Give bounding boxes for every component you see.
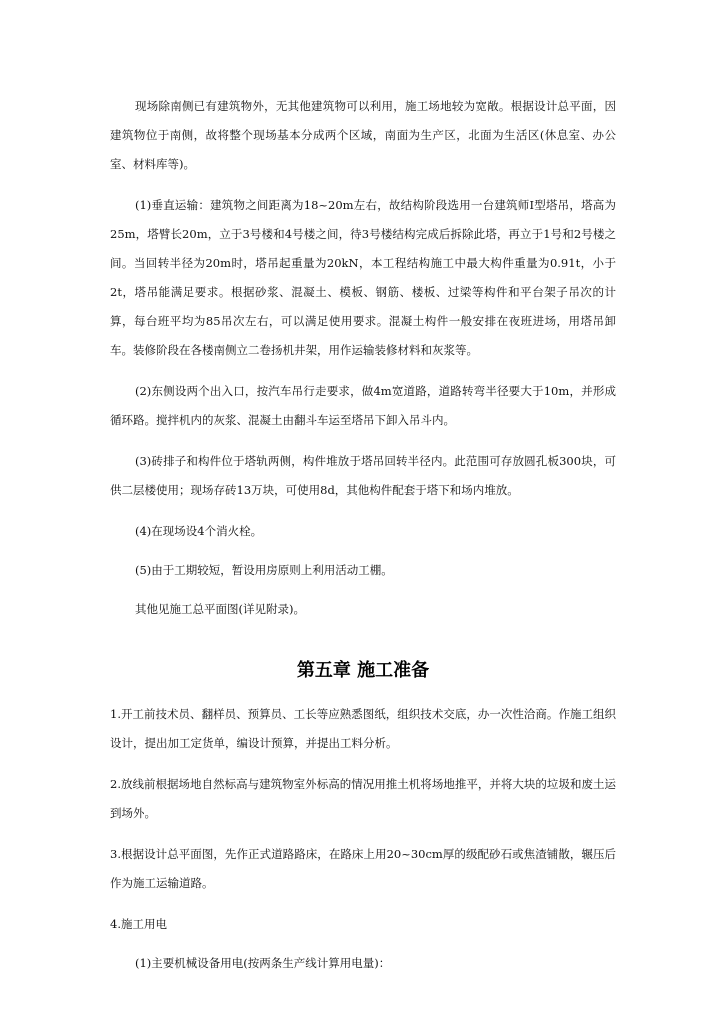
chapter-title: 第五章 施工准备 xyxy=(296,660,430,681)
document-body xyxy=(110,92,616,990)
site-layout-closing: 其他见施工总平面图(详见附录)。 xyxy=(135,602,305,616)
list-item: (4)在现场设4个消火栓。 xyxy=(135,524,263,538)
list-item: 4.施工用电 xyxy=(110,917,167,931)
list-item: (1)垂直运输：建筑物之间距离为18~20m左右，故结构阶段选用一台建筑师Ⅰ型塔吊，塔高为25m，塔臂长20m，立于3号楼和4号楼之间，待3号楼结构完成后拆除此塔，再立于1号和2号楼之间。当回转半径为20m时，塔吊起重量为20kN，本工程结构施工中最大构件重量为0.91t，小于2t，塔吊能满足要求。根据砂浆、混凝土、模板、钢筋、楼板、过梁等构件和平台架子吊次的计算，每台班平均为85吊次左右，可以满足使用要求。混凝土构件一般安排在夜班进场，用塔吊卸车。装修阶段在各楼南侧立二卷扬机井架，用作运输装修材料和灰浆等。 xyxy=(110,198,616,357)
list-item: 1.开工前技术员、翻样员、预算员、工长等应熟悉图纸，组织技术交底，办一次性洽商。作施工组织设计，提出加工定货单，编设计预算，并提出工料分析。 xyxy=(110,707,616,750)
list-item: (2)东侧设两个出入口，按汽车吊行走要求，做4m宽道路，道路转弯半径要大于10m，并形成循环路。搅拌机内的灰浆、混凝土由翻斗车运至塔吊下卸入吊斗内。 xyxy=(110,384,616,427)
list-sub-item: (1)主要机械设备用电(按两条生产线计算用电量)： xyxy=(135,956,391,970)
list-item: 3.根据设计总平面图，先作正式道路路床，在路床上用20~30cm厚的级配砂石或焦渣铺散，辗压后作为施工运输道路。 xyxy=(110,847,616,890)
list-item: (5)由于工期较短，暂设用房原则上利用活动工棚。 xyxy=(135,563,393,577)
list-item: (3)砖排子和构件位于塔轨两侧，构件堆放于塔吊回转半径内。此范围可存放圆孔板300块，可供二层楼使用；现场存砖13万块，可使用8d，其他构件配套于塔下和场内堆放。 xyxy=(110,454,616,497)
site-layout-intro: 现场除南侧已有建筑物外，无其他建筑物可以利用，施工场地较为宽敞。根据设计总平面，因建筑物位于南侧，故将整个现场基本分成两个区域，南面为生产区，北面为生活区(休息室、办公室、材料库等)。 xyxy=(110,99,616,171)
list-item: 2.放线前根据场地自然标高与建筑物室外标高的情况用推土机将场地推平，并将大块的垃圾和废土运到场外。 xyxy=(110,777,616,820)
